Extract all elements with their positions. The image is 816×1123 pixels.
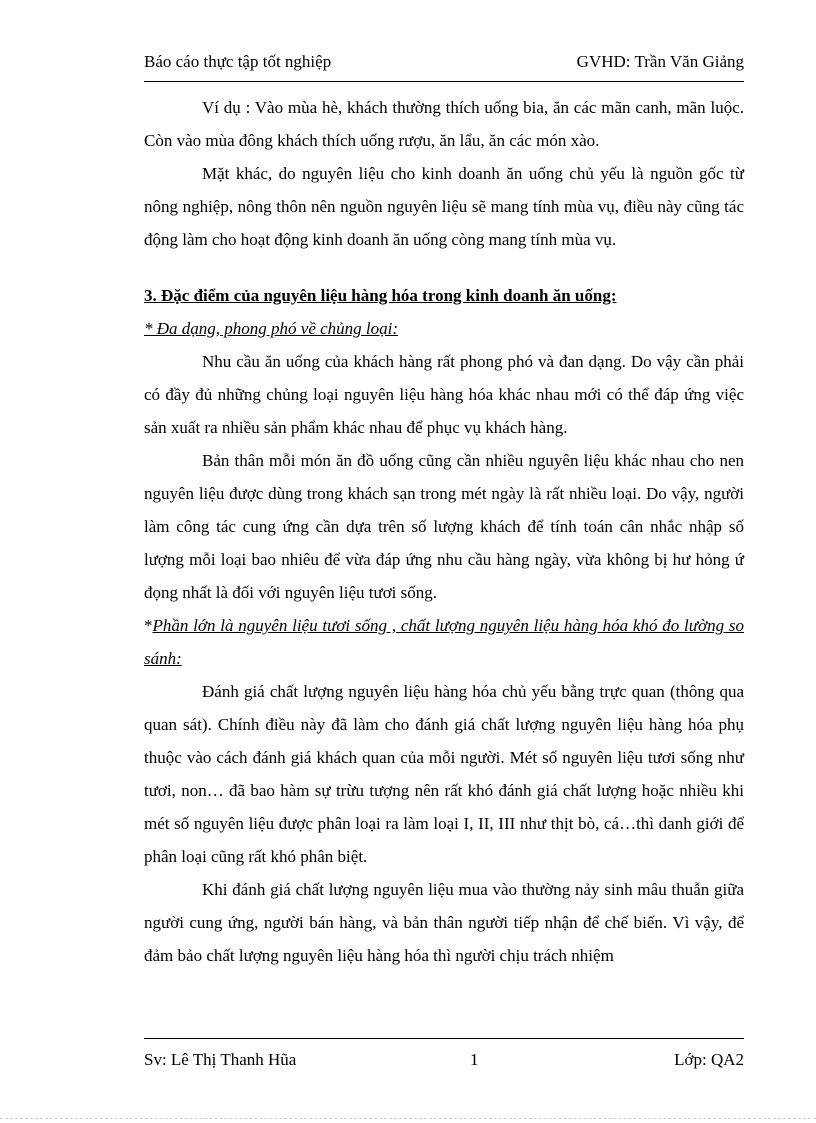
paragraph-demand: Nhu cầu ăn uống của khách hàng rất phong phó và đan dạng. Do vậy cần phải có đầy đủ những chủng loại nguyên liệu hàng hóa khác nhau mới có thể đáp ứng việc sản xuất ra nhiều sản phẩm khác nhau để phục vụ khách hàng. — [144, 352, 744, 437]
section-heading — [144, 279, 744, 312]
page-header — [144, 50, 744, 76]
paragraph-example: Ví dụ : Vào mùa hè, khách thường thích uống bia, ăn các mãn canh, mãn luộc. Còn vào mùa đông khách thích uống rượu, ăn lẩu, ăn các món xào. — [144, 98, 744, 150]
subheading-fresh-text: Phần lớn là nguyên liệu tươi sống , chất lượng nguyên liệu hàng hóa khó đo lường so sánh: — [144, 616, 744, 668]
header-supervisor: GVHD: Trần Văn Giảng — [576, 52, 744, 71]
page-edge-divider — [0, 1118, 816, 1119]
paragraph-ingredients: Bản thân mỗi món ăn đồ uống cũng cần nhiều nguyên liệu khác nhau cho nen nguyên liệu được dùng trong khách sạn trong mét ngày là rất nhiều loại. Do vậy, người làm công tác cung ứng cần dựa trên số lượng khách để tính toán cân nhắc nhập số lượng mỗi loại bao nhiêu để vừa đáp ứng nhu cầu hàng ngày, vừa không bị hư hỏng ứ đọng nhất là đối với nguyên liệu tươi sống. — [144, 451, 744, 602]
footer-page-number: 1 — [470, 1050, 479, 1069]
paragraph-quality: Đánh giá chất lượng nguyên liệu hàng hóa chủ yếu bằng trực quan (thông qua quan sát). Chính điều này đã làm cho đánh giá chất lượng nguyên liệu hàng hóa phụ thuộc vào cách đánh giá khách quan của mỗi người. Mét số nguyên liệu tươi sống như tươi, non… đã bao hàm sự trừu tượng nên rất khó đánh giá chất lượng hoặc nhiều khi mét số nguyên liệu được phân loại ra làm loại I, II, III như thịt bò, cá…thì danh giới để phân loại cũng rất khó phân biệt. — [144, 682, 744, 866]
subheading-fresh-prefix: * — [144, 616, 153, 635]
header-report-title: Báo cáo thực tập tốt nghiệp — [144, 52, 332, 71]
section-heading-text: 3. Đặc điểm của nguyên liệu hàng hóa trong kinh doanh ăn uống: — [144, 286, 617, 305]
paragraph-seasonal: Mặt khác, do nguyên liệu cho kinh doanh ăn uống chủ yếu là nguồn gốc từ nông nghiệp, nông thôn nên nguồn nguyên liệu sẽ mang tính mùa vụ, điều này cũng tác động làm cho hoạt động kinh doanh ăn uống còng mang tính mùa vụ. — [144, 164, 744, 249]
footer-class: Lớp: QA2 — [674, 1050, 744, 1069]
header-rule — [144, 81, 744, 82]
footer-rule — [144, 1038, 744, 1039]
subheading-variety — [144, 312, 744, 345]
footer-student: Sv: Lê Thị Thanh Hũa — [144, 1050, 297, 1069]
page-body — [144, 91, 744, 972]
subheading-variety-text: * Đa dạng, phong phó về chủng loại: — [144, 319, 399, 338]
paragraph-conflict: Khi đánh giá chất lượng nguyên liệu mua vào thường nảy sinh mâu thuẫn giữa người cung ứng, người bán hàng, và bản thân người tiếp nhận để chế biến. Vì vậy, để đảm bảo chất lượng nguyên liệu hàng hóa thì người chịu trách nhiệm — [144, 880, 744, 965]
section-gap — [144, 256, 744, 279]
page-footer — [144, 1048, 744, 1074]
subheading-fresh — [144, 609, 744, 675]
